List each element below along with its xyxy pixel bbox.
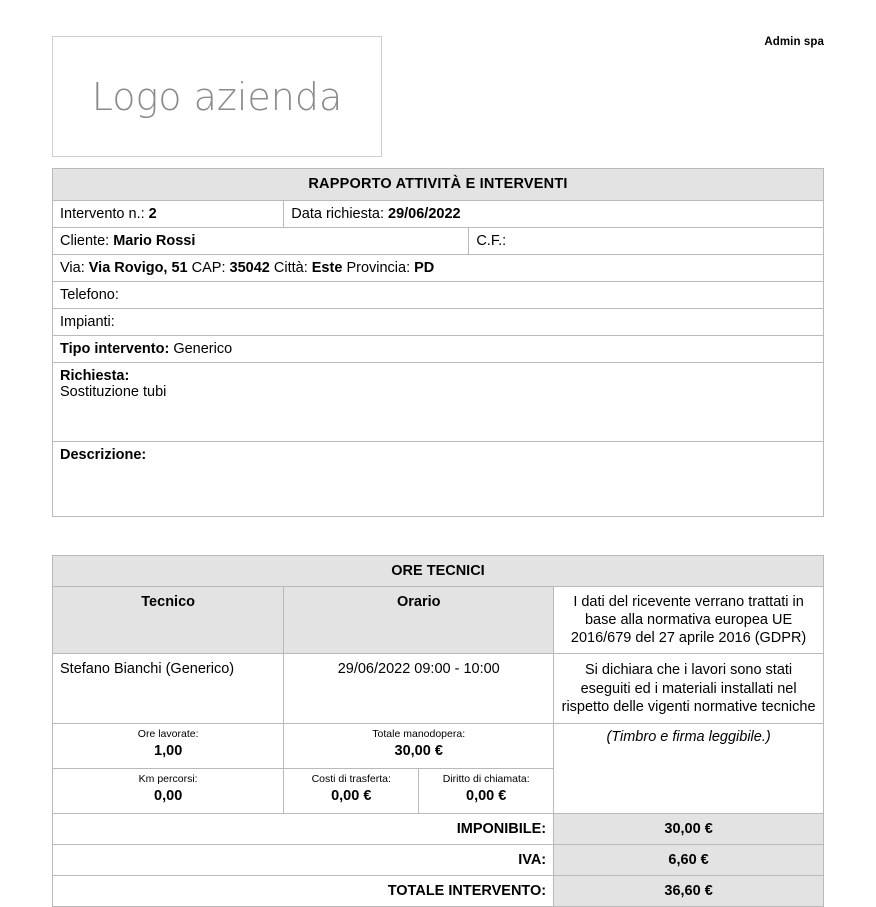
cap-label: CAP: (191, 260, 226, 276)
richiesta-cell (53, 363, 824, 442)
citta-value: Este (311, 260, 343, 276)
tipo-intervento-value: Generico (173, 341, 233, 357)
via-label: Via: (60, 260, 85, 276)
cap-value: 35042 (229, 260, 270, 276)
tecnico-name: Stefano Bianchi (Generico) (53, 654, 284, 723)
intervento-cell (53, 201, 284, 228)
intervento-label: Intervento n.: (60, 206, 145, 222)
richiesta-value: Sostituzione tubi (60, 384, 167, 400)
tipo-intervento-label: Tipo intervento: (60, 341, 170, 357)
diritto-chiamata-cell (419, 768, 554, 813)
table-row-telefono (53, 282, 824, 309)
tipo-intervento-cell (53, 336, 824, 363)
totale-label: TOTALE INTERVENTO: (53, 875, 554, 906)
descrizione-label: Descrizione: (60, 447, 147, 463)
table-row-imponibile (53, 813, 824, 844)
table-row-hours-title (53, 556, 824, 587)
declaration-note: Si dichiara che i lavori sono stati eseguiti ed i materiali installati nel rispetto delle vigenti normative tecniche (554, 654, 824, 723)
data-richiesta-cell (284, 201, 824, 228)
cf-cell (469, 228, 824, 255)
cliente-cell (53, 228, 469, 255)
totale-value: 36,60 € (554, 875, 824, 906)
totale-manodopera-value: 30,00 € (394, 743, 443, 760)
table-row-impianti (53, 309, 824, 336)
citta-label: Città: (273, 260, 308, 276)
cliente-label: Cliente: (60, 233, 110, 249)
table-row-cliente (53, 228, 824, 255)
km-percorsi-label: Km percorsi: (138, 772, 198, 785)
tecnico-orario: 29/06/2022 09:00 - 10:00 (284, 654, 554, 723)
ore-lavorate-cell (53, 723, 284, 768)
table-row-title (53, 169, 824, 201)
costi-trasferta-cell (284, 768, 419, 813)
telefono-label: Telefono: (60, 287, 119, 303)
telefono-cell (53, 282, 824, 309)
table-row-intervento (53, 201, 824, 228)
table-row-iva (53, 844, 824, 875)
descrizione-cell (53, 442, 824, 517)
costi-trasferta-label: Costi di trasferta: (311, 772, 391, 785)
table-row-descrizione (53, 442, 824, 517)
costi-trasferta-value: 0,00 € (331, 788, 372, 805)
column-header-tecnico: Tecnico (53, 587, 284, 654)
logo-placeholder-text: Logo azienda (91, 74, 343, 119)
provincia-label: Provincia: (346, 260, 411, 276)
page-title: RAPPORTO ATTIVITÀ E INTERVENTI (53, 169, 824, 201)
gdpr-note: I dati del ricevente verrano trattati in base alla normativa europea UE 2016/679 del 27 aprile 2016 (GDPR) (554, 587, 824, 654)
stamp-signature-cell: (Timbro e firma leggibile.) (554, 723, 824, 813)
km-percorsi-cell (53, 768, 284, 813)
ore-lavorate-value: 1,00 (154, 743, 183, 760)
iva-value: 6,60 € (554, 844, 824, 875)
table-row-totale (53, 875, 824, 906)
company-name: Admin spa (764, 36, 824, 48)
ore-lavorate-label: Ore lavorate: (137, 727, 199, 740)
table-row-tecnico (53, 654, 824, 723)
data-richiesta-value: 29/06/2022 (388, 206, 461, 222)
table-row-indirizzo (53, 255, 824, 282)
table-row-ore-manodopera (53, 723, 824, 768)
totale-manodopera-label: Totale manodopera: (372, 727, 466, 740)
totale-manodopera-cell (284, 723, 554, 768)
impianti-label: Impianti: (60, 314, 115, 330)
km-percorsi-value: 0,00 (154, 788, 183, 805)
intervento-value: 2 (148, 206, 157, 222)
imponibile-label: IMPONIBILE: (53, 813, 554, 844)
data-richiesta-label: Data richiesta: (291, 206, 384, 222)
indirizzo-cell (53, 255, 824, 282)
report-main-table (52, 168, 824, 517)
hours-section-title: ORE TECNICI (53, 556, 824, 587)
imponibile-value: 30,00 € (554, 813, 824, 844)
company-logo-box (52, 36, 382, 157)
column-header-orario: Orario (284, 587, 554, 654)
impianti-cell (53, 309, 824, 336)
via-value: Via Rovigo, 51 (88, 260, 188, 276)
cf-label: C.F.: (476, 233, 507, 249)
diritto-chiamata-value: 0,00 € (466, 788, 507, 805)
iva-label: IVA: (53, 844, 554, 875)
provincia-value: PD (414, 260, 435, 276)
table-row-hours-head (53, 587, 824, 654)
table-row-richiesta (53, 363, 824, 442)
table-row-tipo-intervento (53, 336, 824, 363)
richiesta-label: Richiesta: (60, 368, 130, 384)
cliente-value: Mario Rossi (113, 233, 196, 249)
diritto-chiamata-label: Diritto di chiamata: (442, 772, 530, 785)
